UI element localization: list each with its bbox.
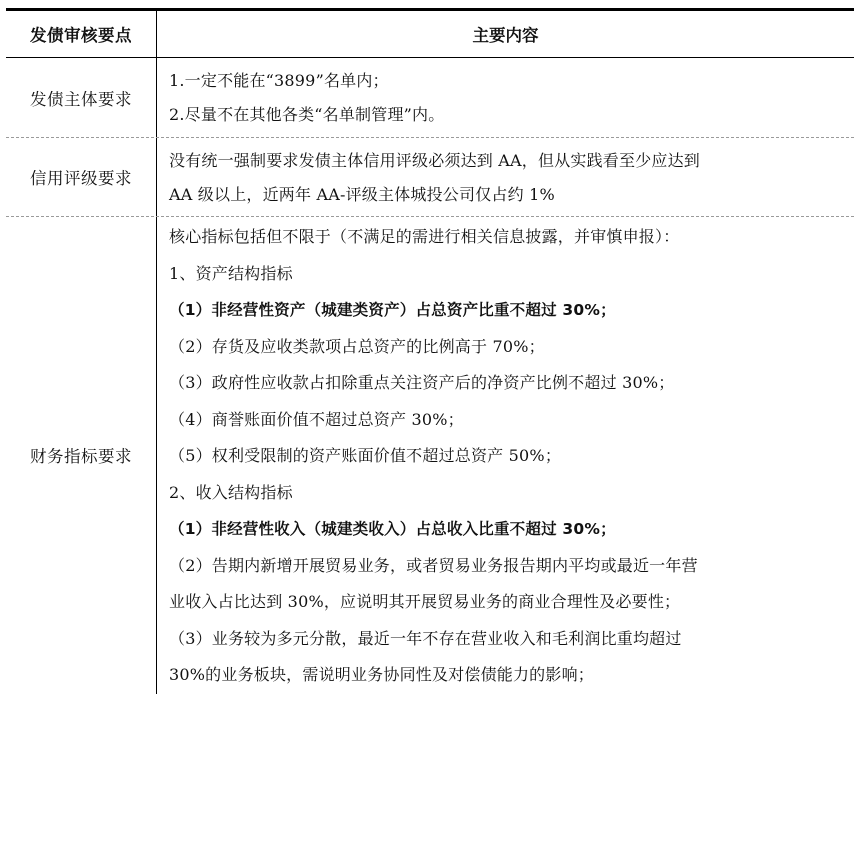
content-line: （1）非经营性收入（城建类收入）占总收入比重不超过 30%；	[169, 520, 616, 538]
row-content-financial	[157, 217, 854, 694]
content-line: AA 级以上，近两年 AA-评级主体城投公司仅占约 1%	[169, 185, 555, 204]
content-line: 1、资产结构指标	[169, 263, 293, 283]
table-row-financial	[6, 217, 854, 694]
content-line: 业收入占比达到 30%，应说明其开展贸易业务的商业合理性及必要性；	[169, 592, 681, 611]
table-header-row	[6, 11, 854, 58]
content-line: （1）非经营性资产（城建类资产）占总资产比重不超过 30%；	[169, 301, 616, 319]
header-main-content: 主要内容	[472, 26, 539, 45]
content-line: （3）业务较为多元分散，最近一年不存在营业收入和毛利润比重均超过	[169, 628, 682, 648]
content-line: 2.尽量不在其他各类“名单制管理”内。	[169, 105, 445, 124]
content-line: （4）商誉账面价值不超过总资产 30%；	[169, 409, 464, 429]
row-content-issuer	[157, 58, 854, 137]
content-line: （2）告期内新增开展贸易业务，或者贸易业务报告期内平均或最近一年营	[169, 555, 698, 575]
row-label-financial: 财务指标要求	[6, 217, 157, 694]
review-table	[6, 8, 854, 694]
content-line: （3）政府性应收款占扣除重点关注资产后的净资产比例不超过 30%；	[169, 373, 675, 392]
content-line: （2）存货及应收类款项占总资产的比例高于 70%；	[169, 336, 545, 356]
content-line: 1.一定不能在“3899”名单内；	[169, 71, 389, 90]
table-row-rating	[6, 138, 854, 217]
header-review-points: 发债审核要点	[6, 11, 157, 57]
table-row-issuer	[6, 58, 854, 138]
content-line: 30%的业务板块，需说明业务协同性及对偿债能力的影响；	[169, 665, 594, 684]
content-line: 没有统一强制要求发债主体信用评级必须达到 AA，但从实践看至少应达到	[169, 151, 700, 170]
content-line: （5）权利受限制的资产账面价值不超过总资产 50%；	[169, 446, 562, 465]
content-line: 2、收入结构指标	[169, 482, 293, 502]
content-line: 核心指标包括但不限于（不满足的需进行相关信息披露，并审慎申报）：	[169, 227, 680, 246]
row-label-issuer: 发债主体要求	[6, 58, 157, 137]
row-label-rating: 信用评级要求	[6, 138, 157, 216]
row-content-rating	[157, 138, 854, 216]
